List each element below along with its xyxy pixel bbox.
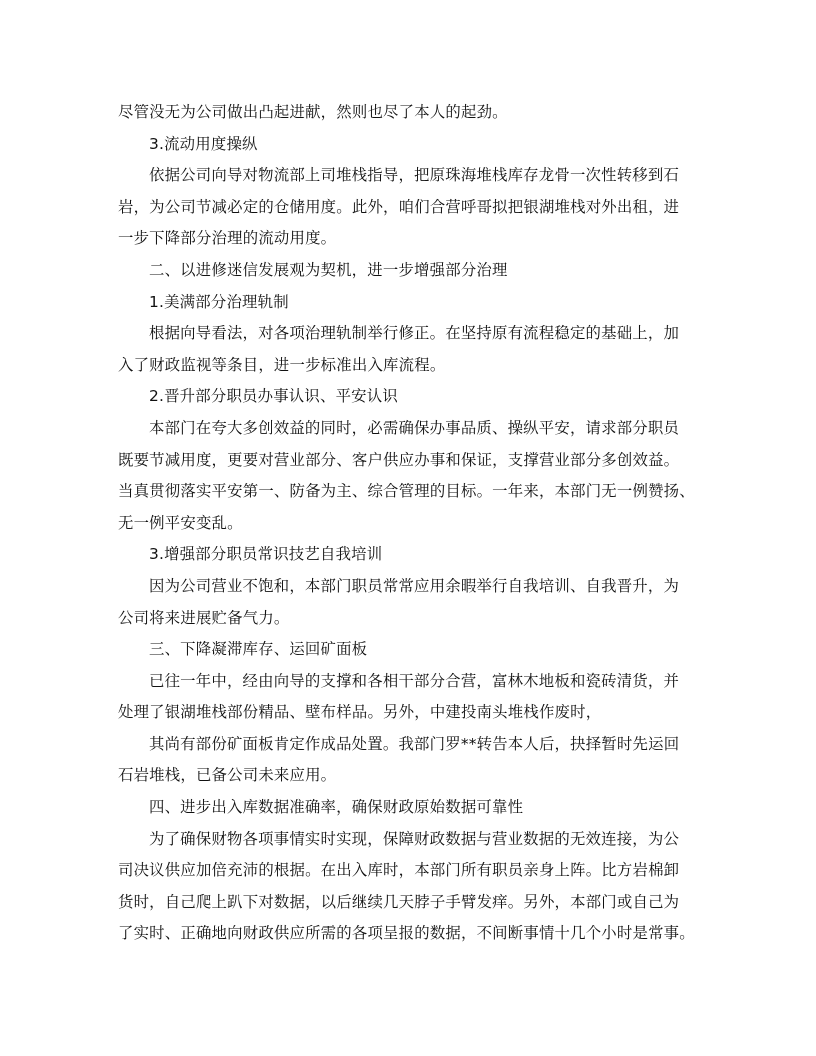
text-line: 无一例平安变乱。 xyxy=(118,513,243,532)
text-line: 石岩堆栈，已备公司未来应用。 xyxy=(118,766,337,785)
text-line: 依据公司向导对物流部上司堆栈指导，把原珠海堆栈库存龙骨一次性转移到石 xyxy=(149,166,680,185)
text-line: 1.美满部分治理轨制 xyxy=(149,292,289,311)
text-line: 司决议供应加倍充沛的根据。在出入库时，本部门所有职员亲身上阵。比方岩棉卸 xyxy=(118,861,680,880)
text-line: 尽管没无为公司做出凸起进献，然则也尽了本人的起劲。 xyxy=(118,103,508,121)
text-line: 已往一年中，经由向导的支撑和各相干部分合营，富林木地板和瓷砖清货，并 xyxy=(149,671,680,690)
text-line: 公司将来进展贮备气力。 xyxy=(118,608,290,627)
text-line: 当真贯彻落实平安第一、防备为主、综合管理的目标。一年来，本部门无一例赞扬、 xyxy=(118,482,695,501)
text-line: 处理了银湖堆栈部份精品、壁布样品。另外，中建投南头堆栈作废时， xyxy=(118,703,602,722)
text-line: 因为公司营业不饱和，本部门职员常常应用余暇举行自我培训、自我晋升，为 xyxy=(149,576,680,595)
text-line: 入了财政监视等条目，进一步标准出入库流程。 xyxy=(118,355,446,374)
text-line: 二、以进修迷信发展观为契机，进一步增强部分治理 xyxy=(149,260,508,279)
document-body xyxy=(118,97,718,950)
text-line: 其尚有部份矿面板肯定作成品处置。我部门罗**转告本人后，抉择暂时先运回 xyxy=(149,734,680,753)
text-line: 根据向导看法，对各项治理轨制举行修正。在坚持原有流程稳定的基础上，加 xyxy=(149,324,680,343)
text-line: 四、进步出入库数据准确率，确保财政原始数据可靠性 xyxy=(149,798,524,817)
text-line: 既要节减用度，更要对营业部分、客户供应办事和保证，支撑营业部分多创效益。 xyxy=(118,450,680,469)
text-line: 了实时、正确地向财政供应所需的各项呈报的数据，不间断事情十几个小时是常事。 xyxy=(118,924,695,943)
text-line: 3.增强部分职员常识技艺自我培训 xyxy=(149,545,383,564)
text-line: 三、下降凝滞库存、运回矿面板 xyxy=(149,640,368,659)
text-line: 一步下降部分治理的流动用度。 xyxy=(118,229,337,248)
text-line: 3.流动用度操纵 xyxy=(149,134,258,153)
text-line: 本部门在夸大多创效益的同时，必需确保办事品质、操纵平安，请求部分职员 xyxy=(149,418,680,437)
text-line: 2.晋升部分职员办事认识、平安认识 xyxy=(149,387,398,406)
text-line: 岩，为公司节减必定的仓储用度。此外，咱们合营呼哥拟把银湖堆栈对外出租，进 xyxy=(118,197,680,216)
text-line: 为了确保财物各项事情实时实现，保障财政数据与营业数据的无效连接，为公 xyxy=(149,829,680,848)
text-line: 货时，自己爬上趴下对数据，以后继续几天脖子手臂发痒。另外，本部门或自己为 xyxy=(118,892,680,911)
